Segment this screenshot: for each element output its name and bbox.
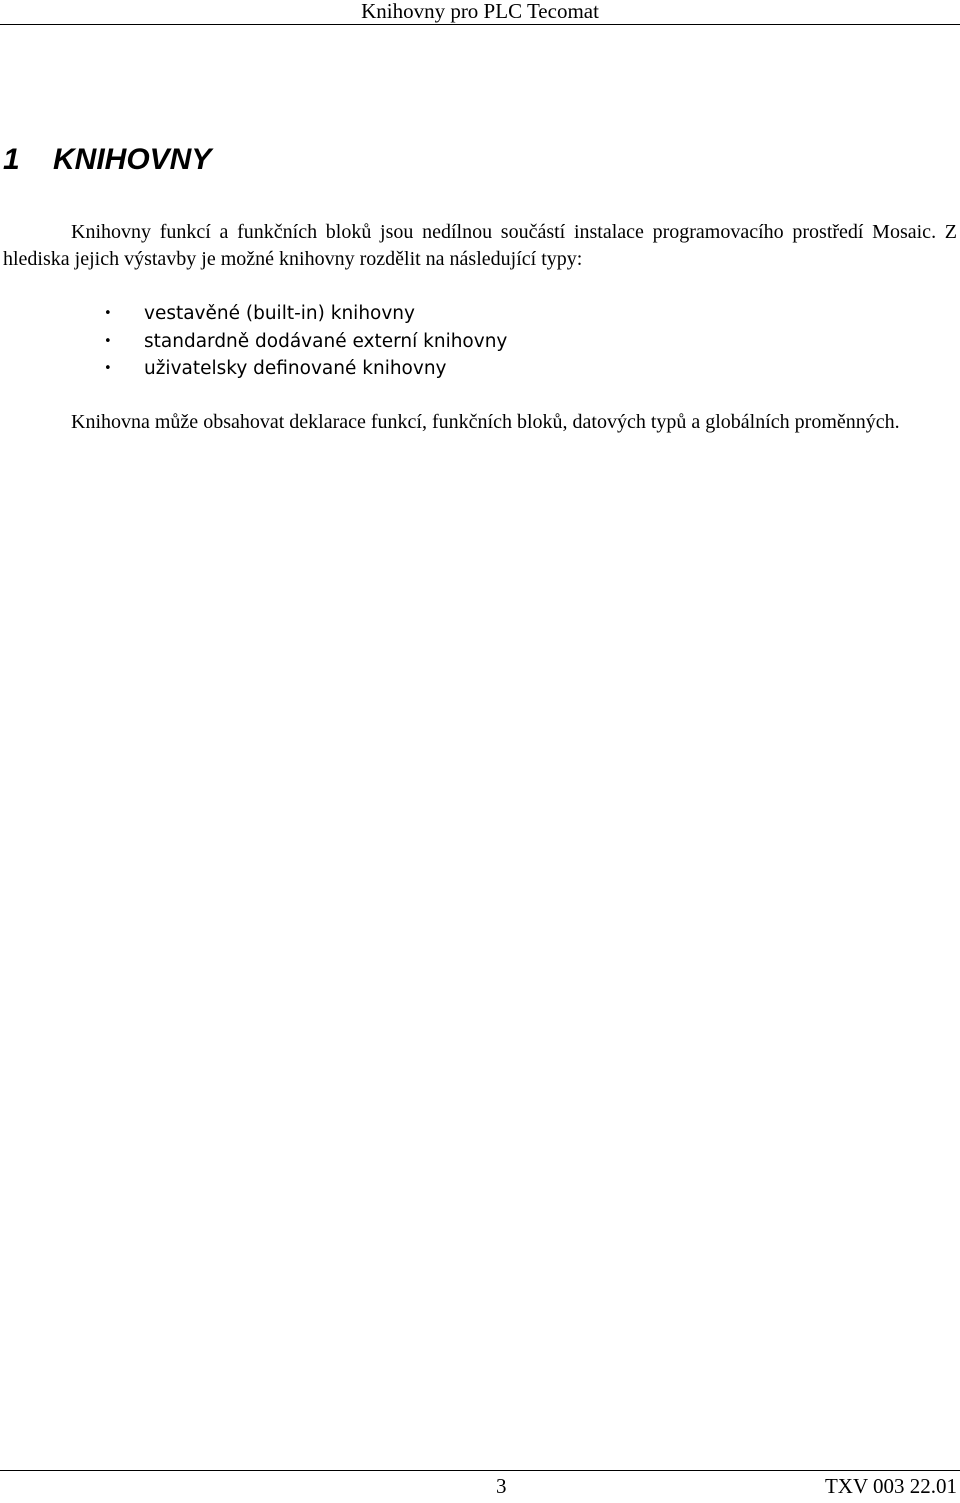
list-item (0, 355, 507, 383)
closing-paragraph: Knihovna může obsahovat deklarace funkcí, funkčních bloků, datových typů a globálních proměnných. (71, 411, 900, 433)
bullet-icon: • (104, 306, 112, 321)
intro-paragraph: Knihovny funkcí a funkčních bloků jsou nedílnou součástí instalace programovacího prostředí Mosaic. Z hlediska jejich výstavby je možné knihovny rozdělit na následující typy: (3, 221, 957, 270)
chapter-number: 1 (3, 143, 20, 176)
list-item (0, 300, 507, 328)
list-item (0, 328, 507, 356)
page-number: 3 (496, 1474, 507, 1498)
list-item-text: uživatelsky definované knihovny (144, 358, 447, 379)
library-types-list (0, 300, 507, 383)
chapter-title: KNIHOVNY (53, 143, 212, 176)
list-item-text: standardně dodávané externí knihovny (144, 330, 508, 352)
bullet-icon: • (104, 361, 112, 376)
header-divider (0, 24, 960, 25)
chapter-heading (3, 142, 211, 178)
running-header-title: Knihovny pro PLC Tecomat (361, 0, 599, 23)
bullet-icon: • (104, 333, 112, 349)
document-id: TXV 003 22.01 (824, 1474, 957, 1498)
list-item-text: vestavěné (built-in) knihovny (144, 303, 415, 324)
footer-divider (0, 1470, 960, 1471)
